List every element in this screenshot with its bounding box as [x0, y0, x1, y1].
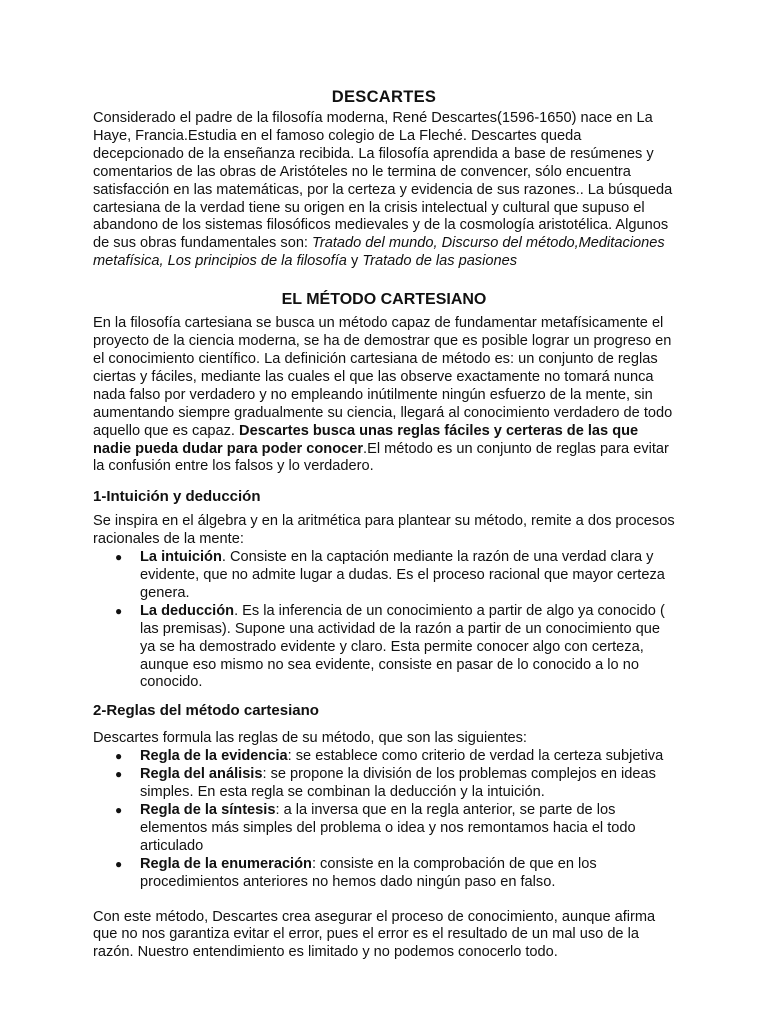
section2-intro: Descartes formula las reglas de su método, que son las siguientes:: [93, 730, 527, 747]
list-item-text: . Consiste en la captación mediante la razón de una verdad clara y evidente, que no admite lugar a dudas. Es el proceso racional que mayor certeza genera.: [140, 549, 665, 601]
method-heading: EL MÉTODO CARTESIANO: [281, 291, 487, 309]
method-text-before: En la filosofía cartesiana se busca un método capaz de fundamentar metafísicamente el proyecto de la ciencia moderna, se ha de demostrar que es posible lograr un progreso en el conocimiento científico. La definición cartesiana de método es: un conjunto de reglas ciertas y fáciles, mediante las cuales el que las observe exactamente no tomará nunca nada falso por verdadero y no empleando inútilmente ningún esfuerzo de la mente, sin aumentando siempre gradualmente su ciencia, llegará al conocimiento verdadero de todo aquello que es capaz.: [93, 315, 673, 439]
list-item: [93, 856, 675, 892]
intro-text: Considerado el padre de la filosofía moderna, René Descartes(1596-1650) nace en La Haye, Francia.Estudia en el famoso colegio de La Fleché. Descartes queda decepcionado de la enseñanza recibida. La filosofía aprendida a base de resúmenes y comentarios de las obras de Aristóteles no le termina de convencer, sólo encuentra satisfacción en las matemáticas, por la certeza y evidencia de sus razones.. La búsqueda cartesiana de la verdad tiene su origen en la crisis intelectual y cultural que supuso el abandono de los sistemas filosóficos medievales y de la cosmología aristotélica. Algunos de sus obras fundamentales son:: [93, 110, 673, 252]
list-item: [93, 549, 675, 603]
list-item-term: Regla de la enumeración: [140, 855, 312, 872]
section1-heading: 1-Intuición y deducción: [93, 488, 261, 506]
bullet-icon: ●: [115, 550, 123, 565]
works-join: y: [346, 253, 363, 270]
bullet-icon: ●: [115, 767, 123, 782]
method-text-after: .El método es un conjunto de reglas para evitar la confusión entre los falsos y lo verdadero.: [93, 440, 669, 475]
section2-heading: 2-Reglas del método cartesiano: [93, 702, 319, 720]
list-item-text: : consiste en la comprobación de que en los procedimientos anteriores no hemos dado ningún paso en falso.: [140, 855, 597, 890]
method-text-bold: Descartes busca unas reglas fáciles y certeras de las que nadie pueda dudar para poder conocer: [93, 422, 639, 457]
list-item: [93, 802, 675, 856]
works-list-italic: Tratado del mundo, Discurso del método,Meditaciones metafísica, Los principios de la filosofía: [93, 235, 665, 270]
list-item-text: : se propone la división de los problemas complejos en ideas simples. En esta regla se combinan la deducción y la intuición.: [140, 766, 656, 801]
list-item-term: Regla de la evidencia: [140, 748, 288, 765]
document-title: DESCARTES: [331, 88, 437, 106]
list-item: [93, 766, 675, 802]
bullet-icon: ●: [115, 749, 123, 764]
closing-paragraph: Con este método, Descartes crea asegurar el proceso de conocimiento, aunque afirma que no nos garantiza evitar el error, pues el error es el resultado de un mal uso de la razón. Nuestro entendimiento es limitado y no podemos conocerlo todo.: [93, 908, 656, 961]
list-item-term: La deducción: [140, 602, 235, 619]
list-item-text: : a la inversa que en la regla anterior, se parte de los elementos más simples del problema o idea y nos remontamos hacia el todo articulado: [140, 802, 636, 854]
section2-list: [93, 748, 675, 891]
list-item-term: Regla del análisis: [140, 766, 263, 783]
bullet-icon: ●: [115, 856, 123, 871]
list-item-text: : se establece como criterio de verdad la certeza subjetiva: [287, 748, 664, 765]
section1-list: [93, 549, 675, 692]
list-item: [93, 603, 675, 693]
list-item-term: Regla de la síntesis: [140, 802, 276, 818]
method-paragraph: [93, 315, 675, 476]
list-item-term: La intuición: [140, 549, 222, 566]
section1-intro: Se inspira en el álgebra y en la aritmética para plantear su método, remite a dos procesos racionales de la mente:: [93, 513, 675, 548]
list-item-text: . Es la inferencia de un conocimiento a partir de algo ya conocido ( las premisas). Supone una actividad de la razón a partir de un conocimiento que ya se ha demostrado evidente y claro. Esta permite conocer algo con certeza, aunque eso mismo no sea evidente, consiste en pasar de lo conocido a lo no conocido.: [140, 602, 665, 691]
intro-paragraph: [93, 110, 675, 271]
bullet-icon: ●: [115, 803, 123, 817]
list-item: [93, 748, 675, 766]
bullet-icon: ●: [115, 603, 123, 618]
works-last-italic: Tratado de las pasiones: [362, 253, 517, 270]
